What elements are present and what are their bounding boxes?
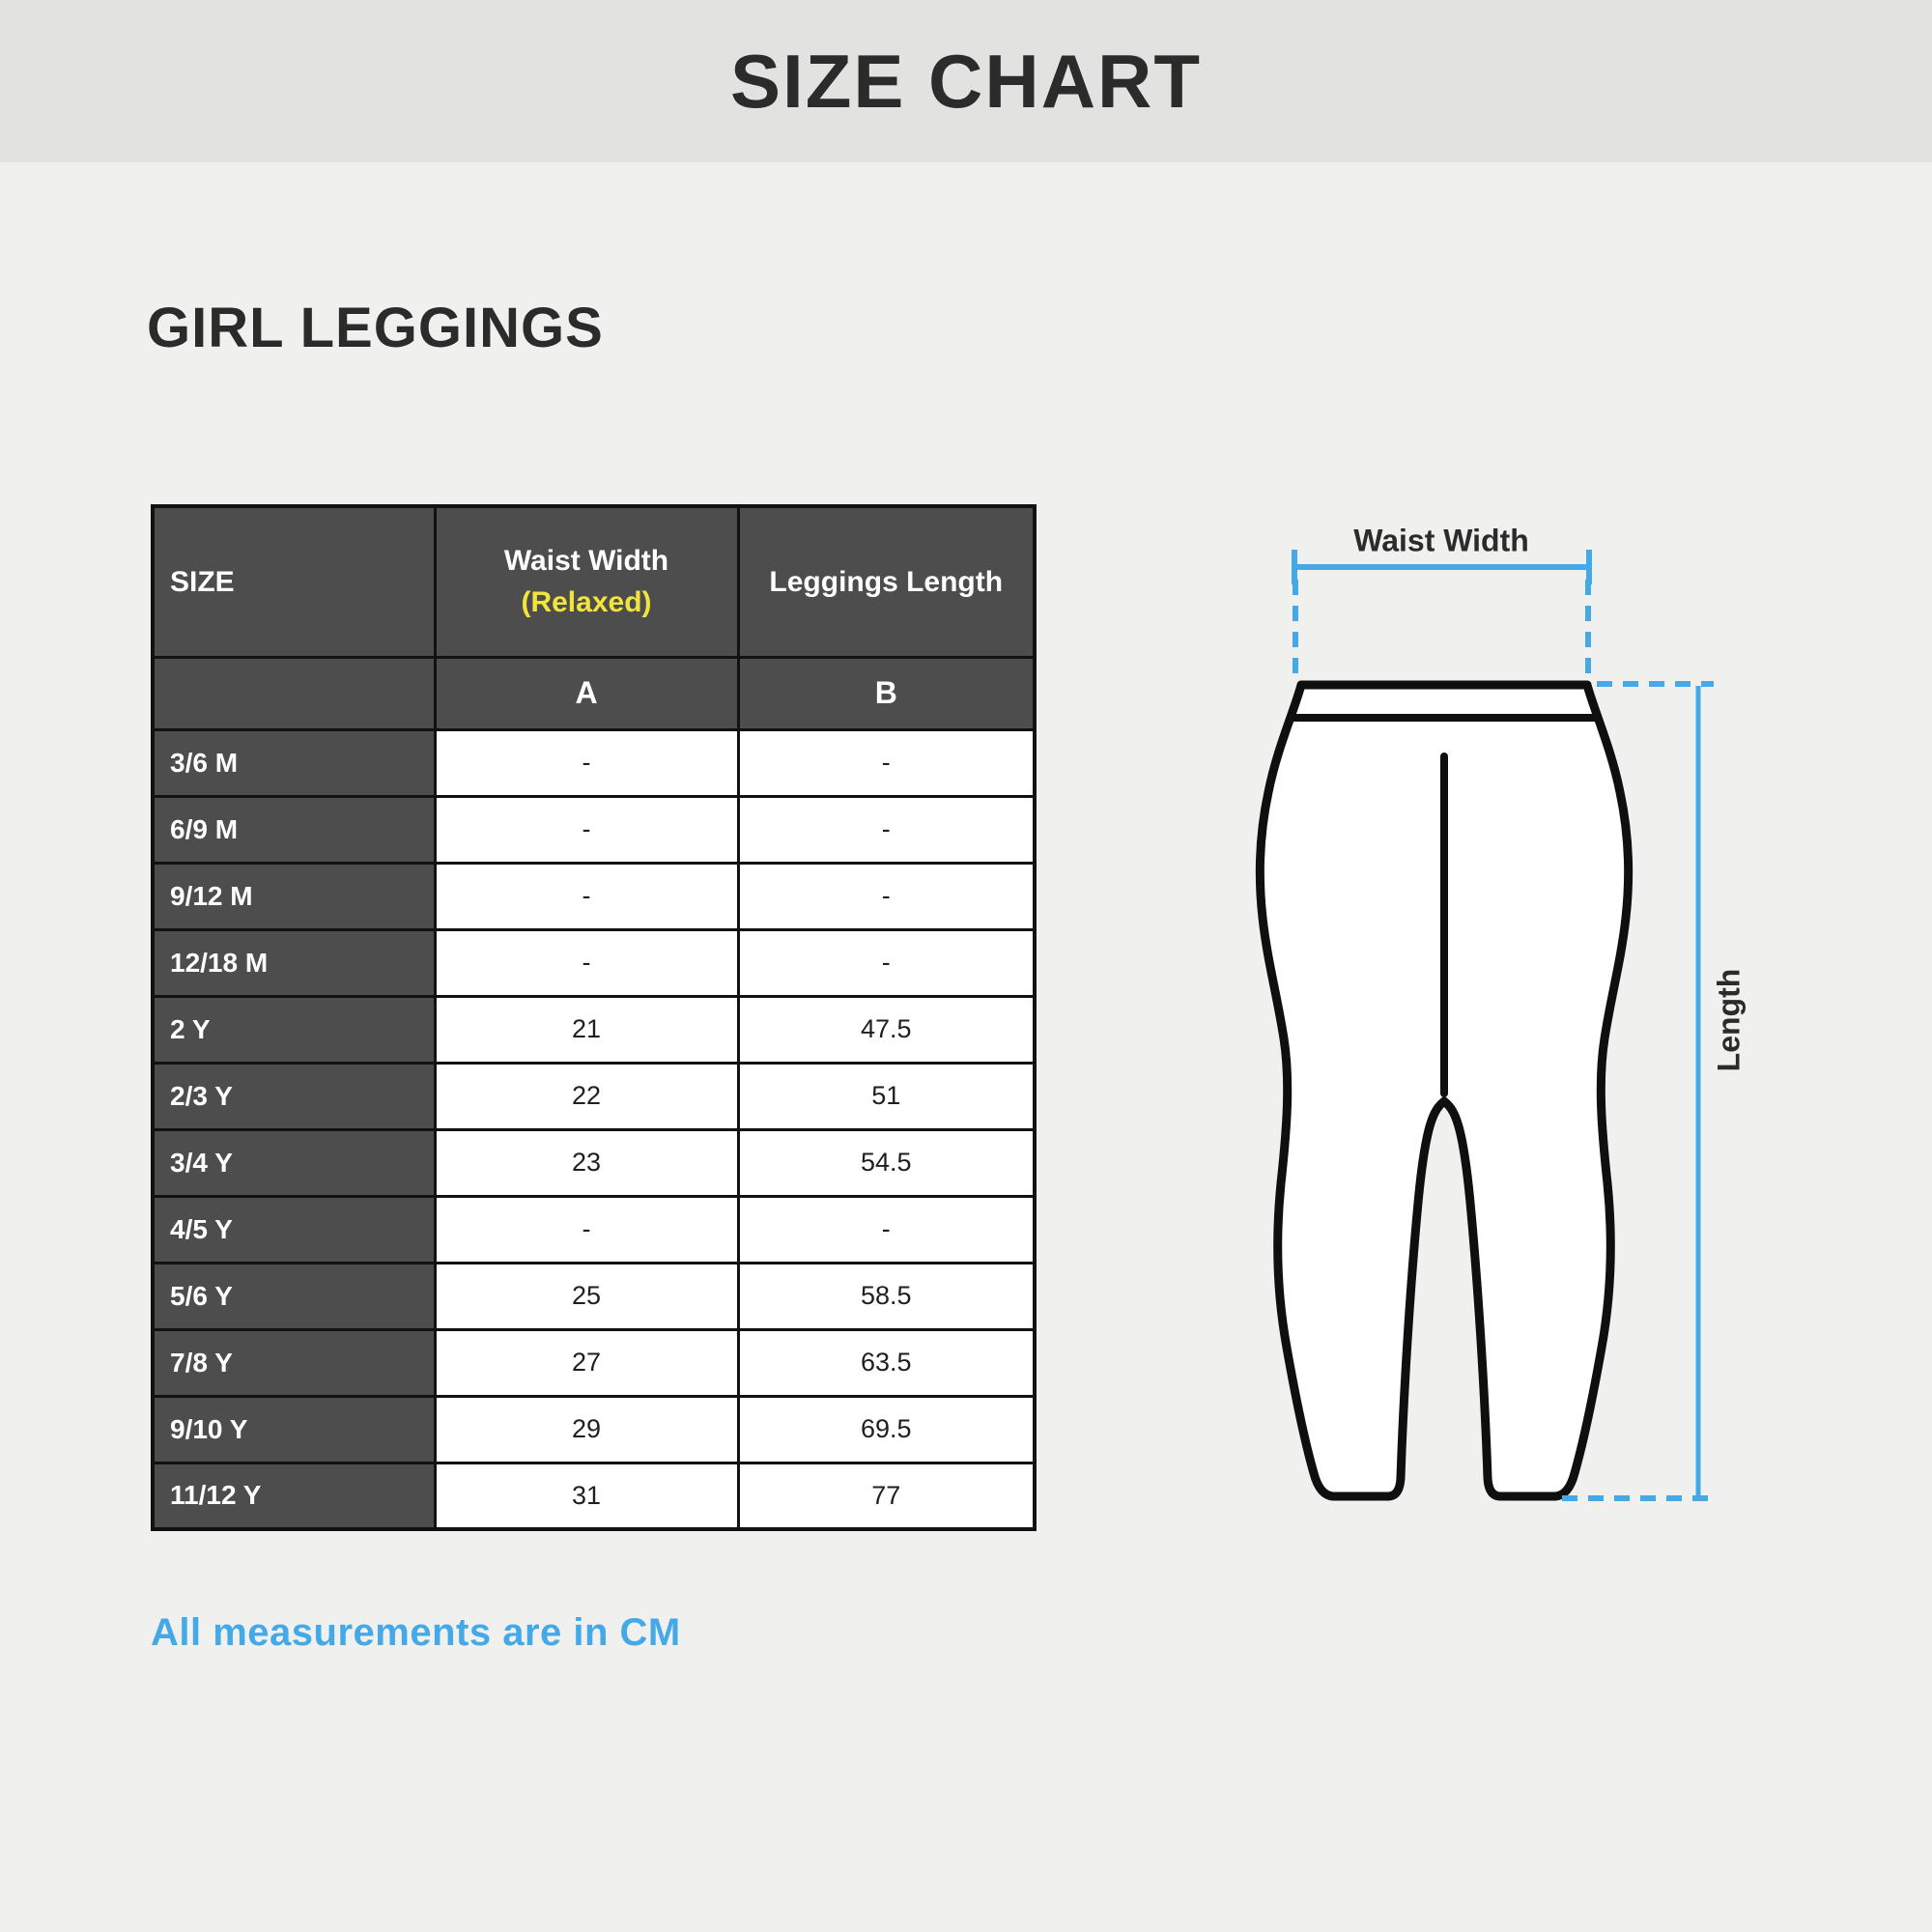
leggings-length-cell: - bbox=[738, 1196, 1035, 1263]
table-row bbox=[153, 863, 1035, 929]
waist-width-cell: 25 bbox=[435, 1263, 738, 1329]
waist-width-cell: - bbox=[435, 1196, 738, 1263]
size-cell: 4/5 Y bbox=[153, 1196, 435, 1263]
leggings-length-cell: 58.5 bbox=[738, 1263, 1035, 1329]
size-cell: 6/9 M bbox=[153, 796, 435, 863]
waist-width-cell: - bbox=[435, 796, 738, 863]
leggings-length-cell: - bbox=[738, 929, 1035, 996]
leggings-diagram bbox=[1198, 435, 1797, 1662]
size-cell: 2/3 Y bbox=[153, 1063, 435, 1129]
leggings-length-cell: 77 bbox=[738, 1463, 1035, 1529]
column-header-size: SIZE bbox=[153, 506, 435, 657]
table-row bbox=[153, 929, 1035, 996]
product-title: GIRL LEGGINGS bbox=[147, 297, 604, 359]
table-header-row bbox=[153, 506, 1035, 657]
waist-header-sublabel: (Relaxed) bbox=[521, 586, 652, 619]
leggings-length-cell: 63.5 bbox=[738, 1329, 1035, 1396]
leggings-length-cell: - bbox=[738, 729, 1035, 796]
waist-width-cell: - bbox=[435, 929, 738, 996]
leggings-diagram-svg bbox=[1198, 435, 1797, 1662]
waist-width-cell: 27 bbox=[435, 1329, 738, 1396]
table-row bbox=[153, 796, 1035, 863]
column-header-waist bbox=[435, 506, 738, 657]
page-title: SIZE CHART bbox=[730, 38, 1202, 124]
table-row bbox=[153, 729, 1035, 796]
length-label: Length bbox=[1711, 968, 1747, 1072]
waist-width-cell: 21 bbox=[435, 996, 738, 1063]
size-table bbox=[151, 504, 1037, 1531]
table-row bbox=[153, 1196, 1035, 1263]
waist-width-cell: 22 bbox=[435, 1063, 738, 1129]
size-cell: 9/12 M bbox=[153, 863, 435, 929]
leggings-length-cell: 51 bbox=[738, 1063, 1035, 1129]
letter-cell-empty bbox=[153, 657, 435, 729]
waist-width-cell: 29 bbox=[435, 1396, 738, 1463]
leggings-length-cell: - bbox=[738, 796, 1035, 863]
table-row bbox=[153, 1463, 1035, 1529]
table-row bbox=[153, 996, 1035, 1063]
size-cell: 3/4 Y bbox=[153, 1129, 435, 1196]
leggings-length-cell: 69.5 bbox=[738, 1396, 1035, 1463]
table-row bbox=[153, 1396, 1035, 1463]
leggings-length-cell: - bbox=[738, 863, 1035, 929]
leggings-length-cell: 54.5 bbox=[738, 1129, 1035, 1196]
size-cell: 2 Y bbox=[153, 996, 435, 1063]
letter-cell-b: B bbox=[738, 657, 1035, 729]
column-header-length: Leggings Length bbox=[738, 506, 1035, 657]
waist-width-cell: 23 bbox=[435, 1129, 738, 1196]
size-cell: 12/18 M bbox=[153, 929, 435, 996]
table-row bbox=[153, 1263, 1035, 1329]
letter-cell-a: A bbox=[435, 657, 738, 729]
table-letter-row bbox=[153, 657, 1035, 729]
size-cell: 9/10 Y bbox=[153, 1396, 435, 1463]
table-row bbox=[153, 1129, 1035, 1196]
table-row bbox=[153, 1329, 1035, 1396]
size-cell: 11/12 Y bbox=[153, 1463, 435, 1529]
size-cell: 7/8 Y bbox=[153, 1329, 435, 1396]
size-cell: 5/6 Y bbox=[153, 1263, 435, 1329]
waist-width-cell: - bbox=[435, 729, 738, 796]
waist-width-cell: - bbox=[435, 863, 738, 929]
size-cell: 3/6 M bbox=[153, 729, 435, 796]
waist-width-cell: 31 bbox=[435, 1463, 738, 1529]
waist-width-label: Waist Width bbox=[1353, 523, 1529, 558]
title-banner bbox=[0, 0, 1932, 162]
measurement-note: All measurements are in CM bbox=[151, 1611, 681, 1654]
leggings-length-cell: 47.5 bbox=[738, 996, 1035, 1063]
table-row bbox=[153, 1063, 1035, 1129]
waist-header-label: Waist Width bbox=[503, 544, 669, 577]
